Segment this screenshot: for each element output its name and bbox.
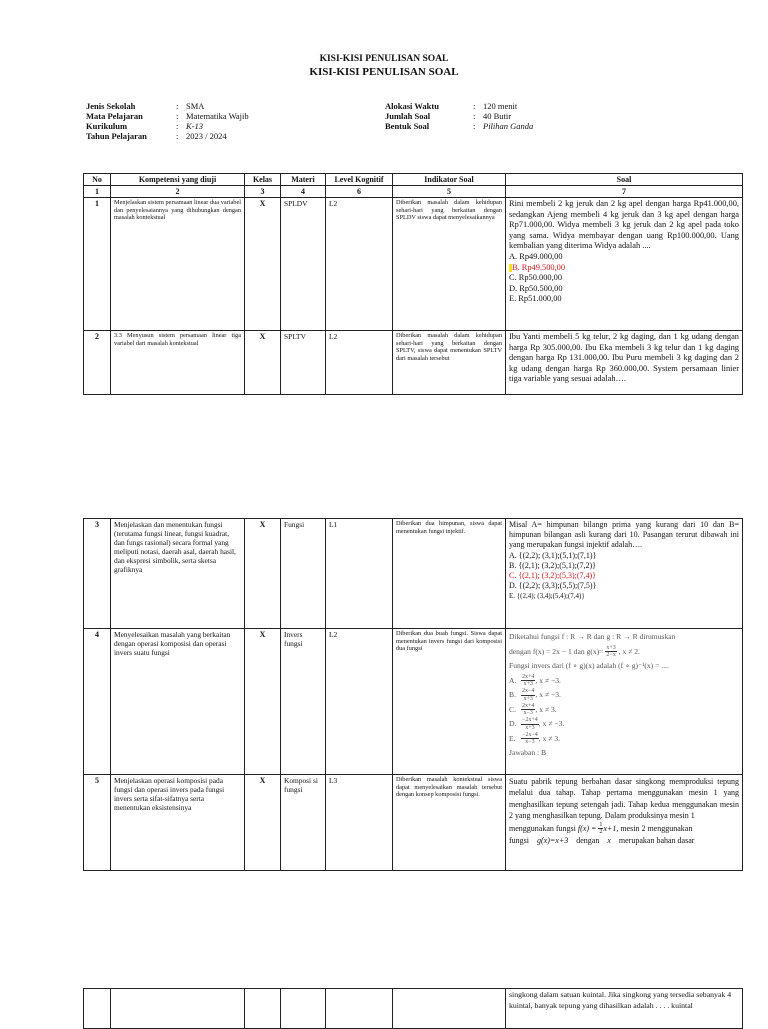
row-soal [506, 519, 743, 629]
soal-line-f [509, 822, 739, 836]
header-indikator: Indikator Soal [393, 174, 506, 186]
row-kelas: X [245, 198, 281, 331]
row-soal [506, 629, 743, 775]
option-c: C. Rp50.000,00 [509, 273, 563, 283]
header-row [84, 174, 743, 186]
meta-label: Jenis Sekolah [86, 101, 136, 111]
meta-value: 2023 / 2024 [186, 131, 227, 141]
fraction-numerator: 2x+4 [522, 702, 535, 709]
row-level: L3 [326, 775, 393, 871]
header-number: 3 [245, 186, 281, 198]
header-materi: Materi [281, 174, 326, 186]
meta-left: Jenis Sekolah : SMA Mata Pelajaran : Matematika Wajib Kurikulum : K-13 Tahun Pelajaran : 2023 / 2024 [86, 101, 249, 141]
option-cond: , x ≠ −3. [535, 690, 561, 699]
row-kompetensi: 3.3 Menyusun sistem persamaan linear tiga variabel dari masalah kontekstual [111, 331, 245, 395]
table-row [84, 989, 743, 1029]
row-indikator: Diberikan masalah dalam kehidupan sehari-hari yang berkaitan dengan SPLTV, siswa dapat menentukan SPLTV dari masalah tersebut [393, 331, 506, 395]
kisi-table-part-1 [83, 173, 743, 395]
soal-text-part: menggunakan fungsi [509, 823, 576, 833]
soal-line-g [509, 835, 739, 846]
soal-text-part: fungsi [509, 836, 529, 846]
soal-line-2-cond: , x ≠ 2. [618, 646, 640, 656]
header-number: 4 [281, 186, 326, 198]
kisi-table-part-2 [83, 518, 743, 871]
option-a: A. {(2,2); (3,1);(5,1);(7,1)} [509, 550, 597, 560]
meta-value: 120 menit [483, 101, 518, 111]
header-level: Level Kognitif [326, 174, 393, 186]
option-e: E. Rp51.000,00 [509, 294, 562, 304]
answer-key: Jawaban : B [509, 748, 547, 757]
row-level [326, 989, 393, 1029]
row-no [84, 989, 111, 1029]
meta-right: Alokasi Waktu : 120 menit Jumlah Soal : 40 Butir Bentuk Soal : Pilihan Ganda [385, 101, 534, 131]
meta-value: SMA [186, 101, 205, 111]
soal-text-part: dengan [576, 836, 600, 846]
fraction-denominator: 2−x [606, 652, 616, 659]
fraction-denominator: 2 [599, 829, 603, 836]
fraction [521, 688, 535, 702]
function-g: g(x)=x+3 [537, 836, 569, 846]
row-level: L1 [326, 519, 393, 629]
meta-value: Pilihan Ganda [483, 121, 534, 131]
meta-label: Jumlah Soal [385, 111, 431, 121]
soal-line-2 [509, 645, 739, 660]
option-d: D. {(2,2); (3,3);(5,5);(7,5)} [509, 581, 597, 591]
meta-label: Tahun Pelajaran [86, 131, 147, 141]
row-no: 2 [84, 331, 111, 395]
row-materi [281, 989, 326, 1029]
option-d: D. Rp50.500,00 [509, 283, 563, 293]
option-label: A. [509, 675, 517, 685]
fraction [521, 717, 539, 731]
option-a: A. Rp49.000,00 [509, 251, 563, 261]
meta-label: Mata Pelajaran [86, 111, 143, 121]
function-f: f(x) = [577, 823, 597, 833]
row-kelas: X [245, 331, 281, 395]
row-kelas [245, 989, 281, 1029]
soal-text-part: , mesin 2 menggunakan [616, 823, 693, 833]
function-f-rest: x+1 [603, 823, 617, 833]
header-number: 1 [84, 186, 111, 198]
table-row [84, 629, 743, 775]
meta-value: Matematika Wajib [186, 111, 249, 121]
fraction [521, 732, 539, 746]
soal-text-part: merupakan bahan dasar [618, 836, 695, 846]
row-kelas: X [245, 775, 281, 871]
meta-label: Alokasi Waktu [385, 101, 439, 111]
option-label: D. [509, 719, 517, 728]
row-no: 1 [84, 198, 111, 331]
fraction-denominator: x−3 [523, 710, 533, 717]
option-label: B. [509, 690, 516, 699]
header-number: 2 [111, 186, 245, 198]
option-c-answer: C. {(2,1); (3,2);(5,3);(7,4)} [509, 571, 596, 581]
row-indikator: Diberikan dua buah fungsi. Siswa dapat menentukan invers fungsi dari komposisi dua fungsi [393, 629, 506, 775]
fraction [605, 645, 616, 659]
table-row [84, 331, 743, 395]
option-c [509, 703, 739, 718]
row-kelas: X [245, 519, 281, 629]
row-no: 4 [84, 629, 111, 775]
header-kompetensi: Kompetensi yang diuji [111, 174, 245, 186]
option-b-label: B. Rp49.500,00 [512, 262, 566, 272]
fraction-numerator: x+3 [606, 644, 616, 651]
row-materi: Fungsi [281, 519, 326, 629]
row-materi: Invers fungsi [281, 629, 326, 775]
fraction-denominator: x−3 [525, 739, 535, 746]
fraction-numerator: 2x+4 [522, 673, 535, 680]
row-no: 5 [84, 775, 111, 871]
row-level: L2 [326, 198, 393, 331]
option-b [509, 688, 739, 703]
table-row [84, 775, 743, 871]
row-indikator: Diberikan masalah kontekstual siswa dapat menyelesaikan masalah tersebut dengan konsep komposisi fungsi. [393, 775, 506, 871]
fraction-numerator: 2x−4 [522, 688, 535, 695]
soal-text: Rini membeli 2 kg jeruk dan 2 kg apel dengan harga Rp41.000,00, sedangkan Ajeng membeli 4 kg jeruk dan 3 kg apel dengan harga Rp71.000,00. Widya membeli 3 kg jeruk dan 2 kg apel pada toko yang sama. Widya membayar dengan uang Rp100.000,00. Uang kembalian yang diterima Widya adalah .... [509, 199, 739, 251]
header-number-row [84, 186, 743, 198]
header-soal: Soal [506, 174, 743, 186]
header-number: 5 [393, 186, 506, 198]
variable-x: x [607, 836, 611, 846]
row-level: L2 [326, 331, 393, 395]
soal-line-2-text: dengan f(x) = 2x − 1 dan g(x)= [509, 646, 604, 656]
soal-line-1: Diketahui fungsi f : R → R dan g : R → R dirumuskan [509, 632, 676, 641]
fraction-denominator: x+3 [525, 724, 535, 731]
row-soal: Ibu Yanti membeli 5 kg telur, 2 kg daging, dan 1 kg udang dengan harga Rp 305.000,00. Ibu Eka membeli 3 kg telur dan 1 kg daging dengan harga Rp 131.000,00. Ibu Puru membeli 3 kg daging dan 2 kg udang dengan harga Rp 360.000,00. System persamaan linier tiga variable yang sesuai adalah…. [506, 331, 743, 395]
row-kelas: X [245, 629, 281, 775]
row-soal [506, 775, 743, 871]
document-title-1: KISI-KISI PENULISAN SOAL [319, 54, 449, 64]
row-kompetensi: Menjelaskan operasi komposisi pada fungsi dan operasi invers pada fungsi invers serta sifat-sifatnya serta menentukan eksistensinya [111, 775, 245, 871]
header-number: 6 [326, 186, 393, 198]
soal-text: Misal A= himpunan bilangn prima yang kurang dari 10 dan B= himpunan bilangan asli kurang dari 10. Pasangan terurut dibawah ini yang merupakan fungsi injektif adalah…. [509, 520, 739, 550]
fraction-denominator: x+3 [523, 695, 533, 702]
option-label: E. [509, 733, 516, 743]
option-e [509, 732, 739, 747]
meta-value: K-13 [186, 121, 203, 131]
fraction-numerator: 1 [599, 821, 603, 828]
soal-line-3: Fungsi invers dari (f ∘ g)(x) adalah (f ∘ g)⁻¹(x) = .... [509, 661, 669, 670]
option-e: E. {(2,4); (3,4);(5,4);(7,4)} [509, 592, 585, 601]
option-label: C. [509, 704, 516, 714]
fraction-numerator: −2x−4 [522, 731, 538, 738]
table-row [84, 519, 743, 629]
table-row [84, 198, 743, 331]
header-kelas: Kelas [245, 174, 281, 186]
row-kompetensi: Menjelaskan dan menentukan fungsi (terutama fungsi linear, fungsi kuadrat, dan fungs rasional) secara formal yang meliputi notasi, daerah asal, daerah hasil, dan ekspresi simbolik, serta sketsa grafiknya [111, 519, 245, 629]
header-no: No [84, 174, 111, 186]
row-soal [506, 198, 743, 331]
row-indikator: Diberikan masalah dalam kehidupan sehari-hari yang berkaitan dengan SPLDV siswa dapat menyelesaikannya [393, 198, 506, 331]
row-level: L2 [326, 629, 393, 775]
row-materi: SPLDV [281, 198, 326, 331]
row-materi: Komposi si fungsi [281, 775, 326, 871]
row-kompetensi: Menjelaskan sistem persamaan linear dua variabel dan penyelesaiannya yang dihubungkan dengan masalah kontekstual [111, 198, 245, 331]
row-indikator [393, 989, 506, 1029]
row-materi: SPLTV [281, 331, 326, 395]
row-kompetensi [111, 989, 245, 1029]
meta-value: 40 Butir [483, 111, 512, 121]
document-title-2: KISI-KISI PENULISAN SOAL [309, 66, 459, 78]
option-b: B. {(2,1); (3,2);(5,1);(7,2)} [509, 560, 596, 570]
row-soal-continuation: singkong dalam satuan kuintal. Jika singkong yang tersedia sebanyak 4 kuintal, banyak tepung yang dihasilkan adalah . . . . kuintal [506, 989, 743, 1029]
meta-label: Bentuk Soal [385, 121, 430, 131]
row-indikator: Diberikan dua himpunan, siswa dapat menentukan fungsi injektif. [393, 519, 506, 629]
row-kompetensi: Menyelesaikan masalah yang berkaitan dengan operasi komposisi dan operasi invers suatu fungsi [111, 629, 245, 775]
fraction-denominator: x+3 [523, 681, 533, 688]
fraction-numerator: −2x+4 [522, 717, 538, 724]
option-cond: , x ≠ 3. [538, 733, 561, 743]
header-number: 7 [506, 186, 743, 198]
option-cond: , x ≠ −3. [535, 675, 561, 685]
option-cond: , x ≠ 3. [535, 704, 557, 714]
soal-text: Suatu pabrik tepung berbahan dasar singkong memproduksi tepung melalui dua tahap. Tahap pertama menggunakan mesin 1 yang menghasilkan tepung setengah jadi. Tahap kedua menggunakan mesin 2 yang menghasilkan tepung. Dalam produksinya mesin 1 [509, 777, 739, 821]
fraction [521, 703, 535, 717]
option-d [509, 717, 739, 732]
meta-label: Kurikulum [86, 121, 128, 131]
fraction [521, 674, 535, 688]
option-cond: , x ≠ −3. [538, 719, 565, 728]
row-no: 3 [84, 519, 111, 629]
option-b-answer [509, 263, 739, 274]
kisi-table-part-3 [83, 988, 743, 1029]
option-a [509, 674, 739, 689]
